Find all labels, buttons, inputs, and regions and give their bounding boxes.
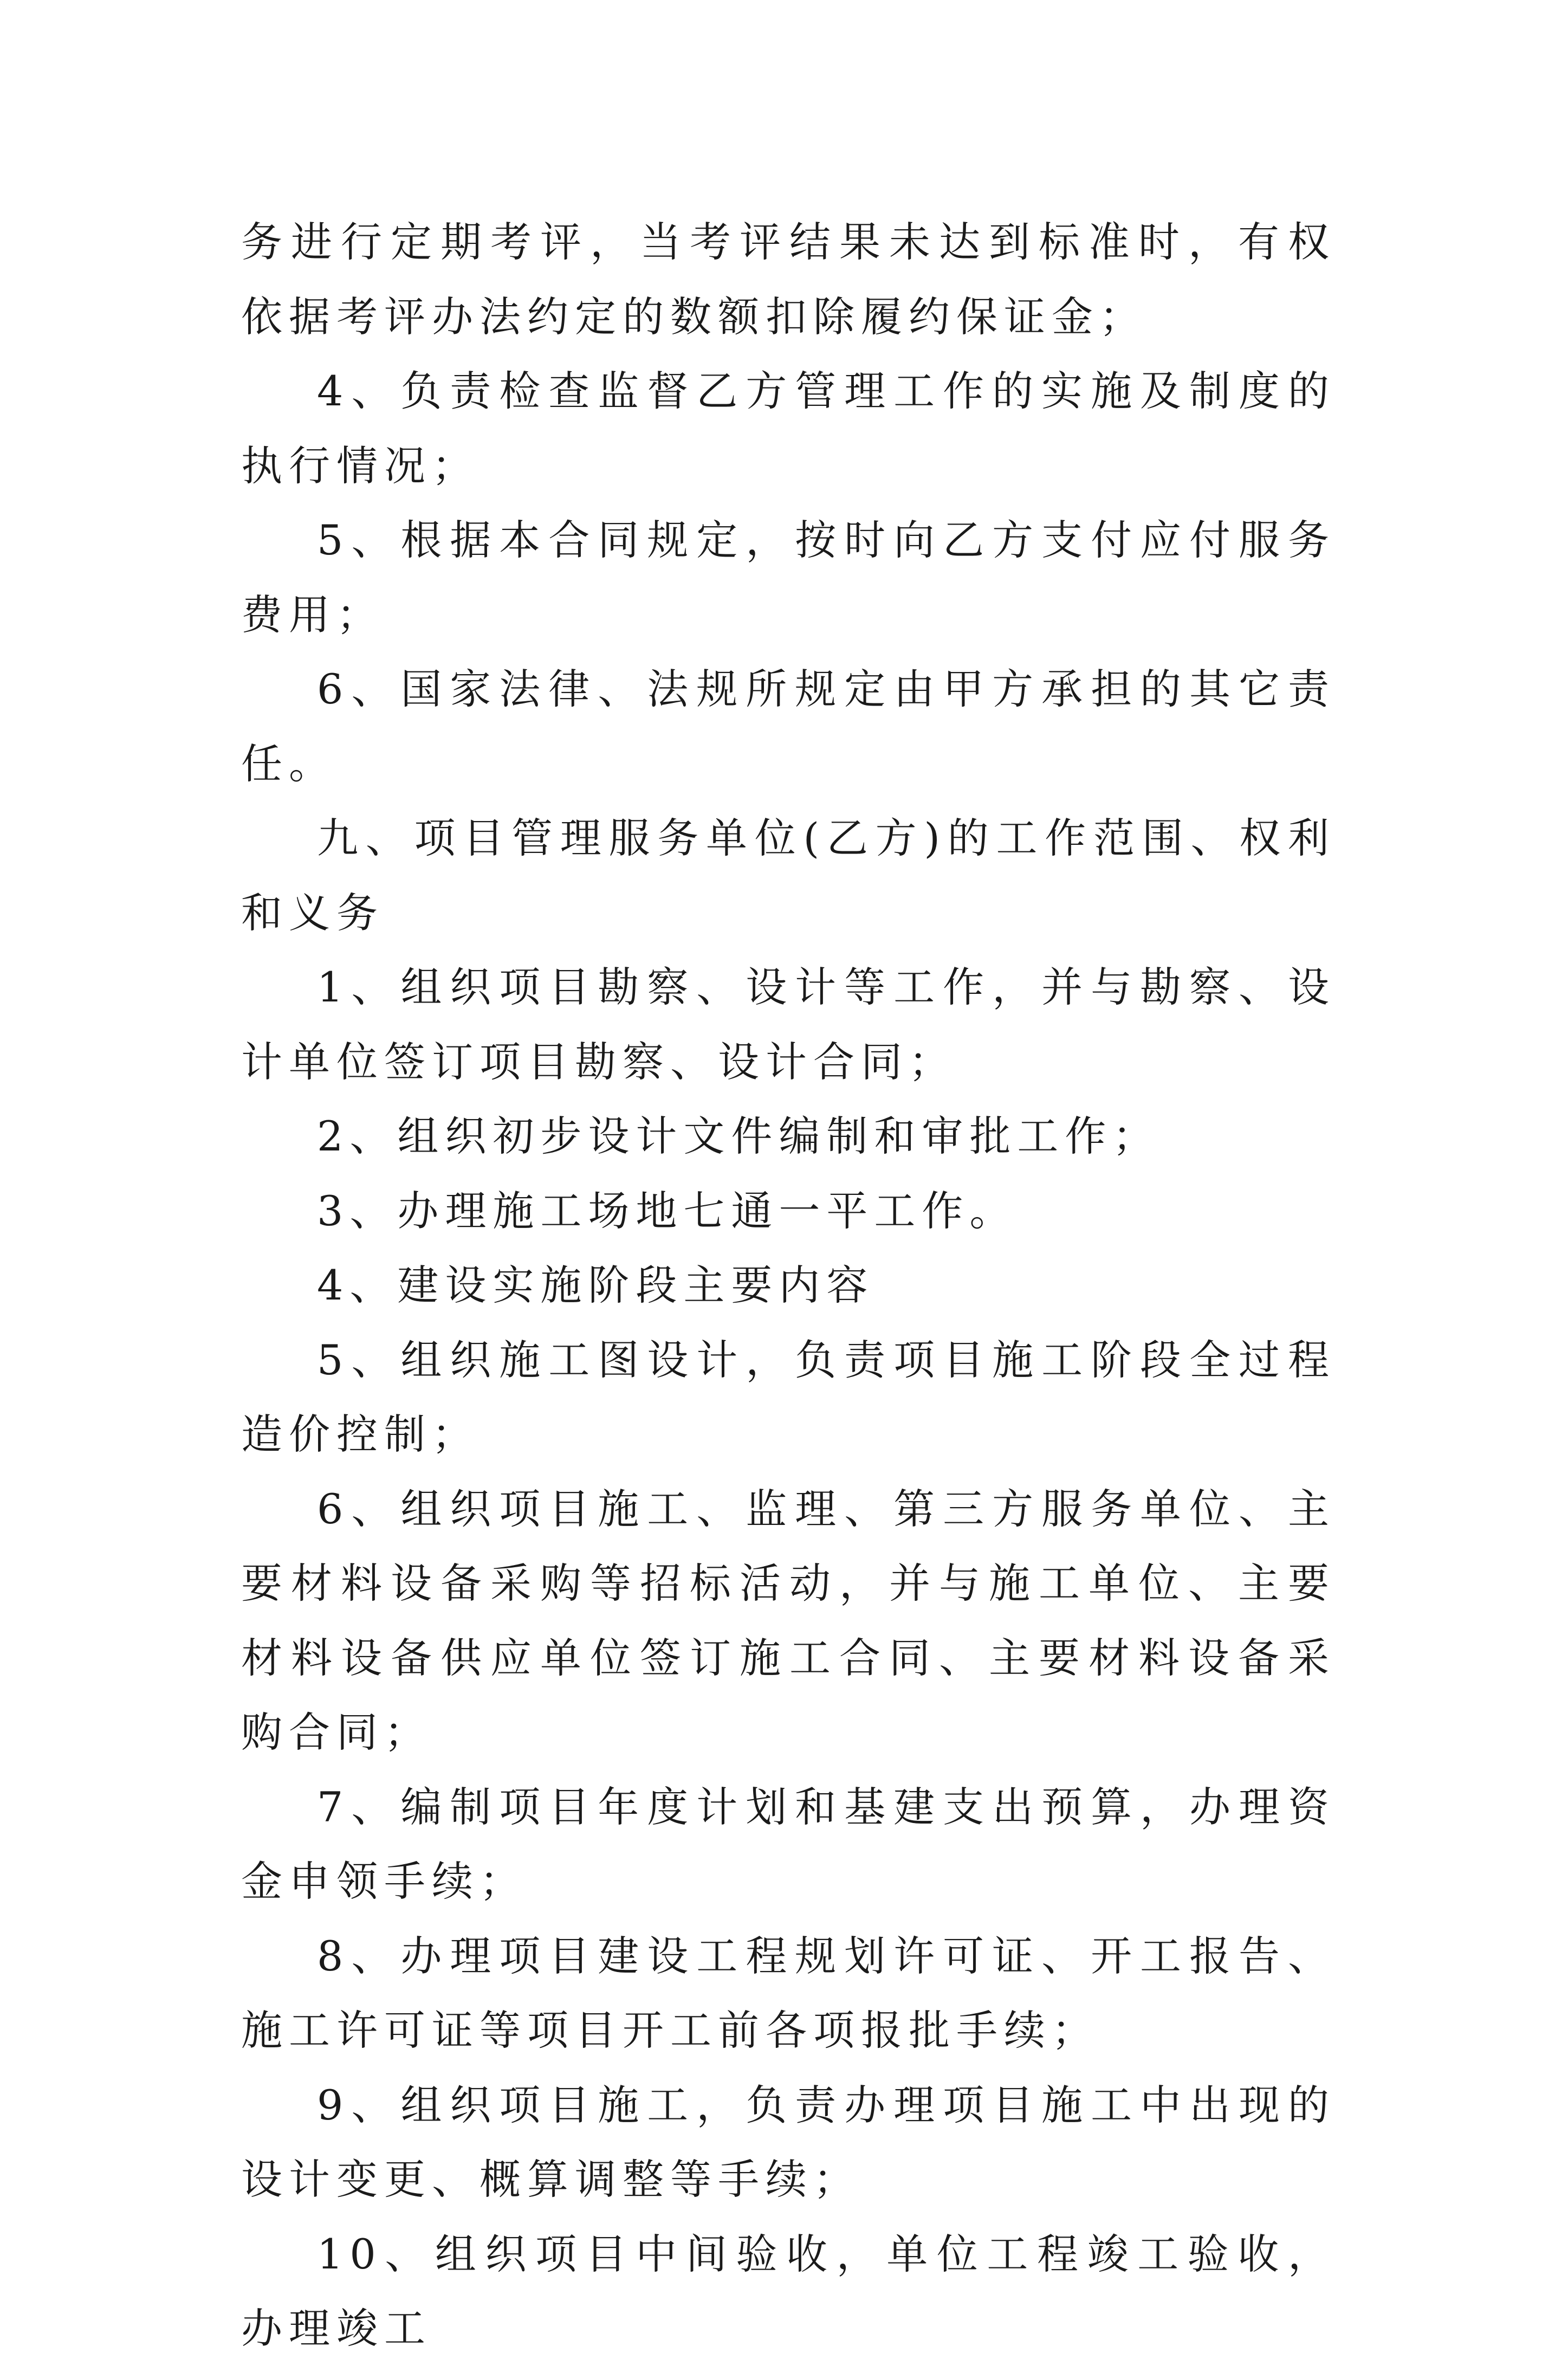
paragraph: 务进行定期考评，当考评结果未达到标准时，有权依据考评办法约定的数额扣除履约保证金；	[241, 218, 1336, 341]
paragraph: 9、组织项目施工，负责办理项目施工中出现的设计变更、概算调整等手续；	[241, 2080, 1336, 2203]
paragraph: 8、办理项目建设工程规划许可证、开工报告、施工许可证等项目开工前各项报批手续；	[241, 1931, 1336, 2054]
paragraph: 2、组织初步设计文件编制和审批工作；	[317, 1112, 1161, 1160]
paragraph: 1、组织项目勘察、设计等工作，并与勘察、设计单位签订项目勘察、设计合同；	[241, 963, 1336, 1086]
paragraph: 3、办理施工场地七通一平工作。	[317, 1186, 1018, 1235]
paragraph: 6、国家法律、法规所规定由甲方承担的其它责任。	[241, 665, 1336, 788]
paragraph: 4、建设实施阶段主要内容	[317, 1261, 874, 1309]
paragraph: 5、组织施工图设计，负责项目施工阶段全过程造价控制；	[241, 1335, 1336, 1458]
paragraph: 7、编制项目年度计划和基建支出预算，办理资金申领手续；	[241, 1782, 1336, 1905]
document-body	[241, 205, 1336, 2366]
paragraph: 4、负责检查监督乙方管理工作的实施及制度的执行情况；	[241, 367, 1336, 490]
paragraph: 6、组织项目施工、监理、第三方服务单位、主要材料设备采购等招标活动，并与施工单位、主要材料设备供应单位签订施工合同、主要材料设备采购合同；	[241, 1484, 1336, 1756]
paragraph: 10、组织项目中间验收，单位工程竣工验收，办理竣工	[241, 2229, 1336, 2352]
paragraph: 5、根据本合同规定，按时向乙方支付应付服务费用；	[241, 516, 1336, 639]
section-heading: 九、项目管理服务单位(乙方)的工作范围、权利和义务	[241, 814, 1336, 937]
